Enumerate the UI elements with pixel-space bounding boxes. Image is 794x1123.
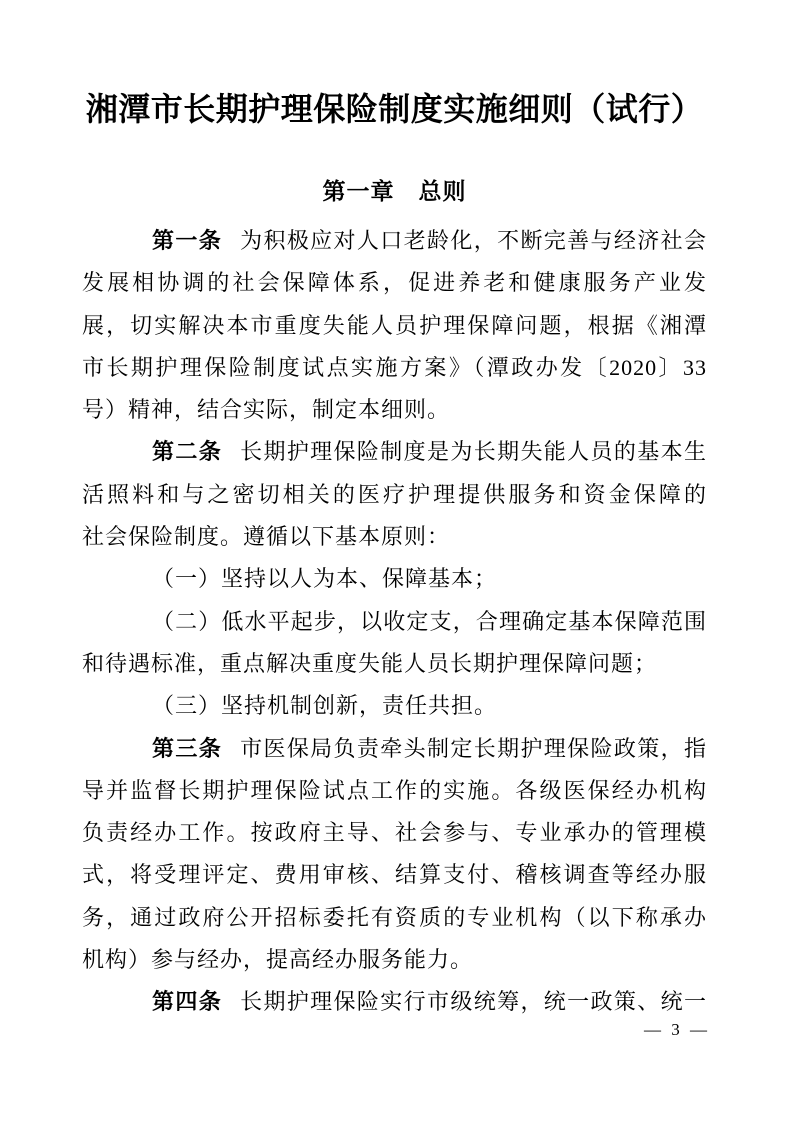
line-text: 为积极应对人口老龄化，不断完善与经济社会 [240, 228, 707, 253]
line-text: 负责经办工作。按政府主导、社会参与、专业承办的管理模 [82, 820, 707, 846]
chapter-heading: 第一章 总则 [322, 179, 467, 204]
text-line [82, 812, 707, 854]
text-line [82, 516, 707, 558]
line-text: 式，将受理评定、费用审核、结算支付、稽核调查等经办服 [82, 862, 707, 888]
text-line [82, 643, 707, 685]
line-text: （三）坚持机制创新，责任共担。 [152, 693, 498, 719]
line-text: 发展相协调的社会保障体系，促进养老和健康服务产业发 [82, 270, 707, 296]
line-text: （二）低水平起步，以收定支，合理确定基本保障范围 [152, 608, 707, 634]
text-line [82, 431, 707, 473]
text-line [82, 939, 707, 981]
line-text: 长期护理保险制度是为长期失能人员的基本生 [240, 439, 707, 465]
text-line [82, 474, 707, 516]
text-line [82, 262, 707, 304]
text-line [82, 897, 707, 939]
text-line [82, 305, 707, 347]
line-text: 活照料和与之密切相关的医疗护理提供服务和资金保障的 [82, 481, 707, 507]
text-line [82, 854, 707, 896]
line-text: 长期护理保险实行市级统筹，统一政策、统一 [240, 989, 707, 1015]
article-number: 第二条 [152, 439, 223, 465]
line-text: 机构）参与经办，提高经办服务能力。 [82, 947, 474, 973]
line-text: 市医保局负责牵头制定长期护理保险政策，指 [240, 735, 707, 761]
article-number: 第四条 [152, 989, 223, 1015]
line-text: 号）精神，结合实际，制定本细则。 [82, 397, 451, 423]
text-line [82, 601, 707, 643]
line-text: 社会保险制度。遵循以下基本原则： [82, 524, 451, 550]
line-text: 和待遇标准，重点解决重度失能人员长期护理保障问题； [82, 650, 658, 676]
article-number: 第一条 [152, 228, 223, 253]
line-text: （一）坚持以人为本、保障基本； [152, 566, 498, 592]
text-line [82, 728, 707, 770]
text-line [82, 685, 707, 727]
text-line [82, 770, 707, 812]
text-line [82, 981, 707, 1023]
article-number: 第三条 [152, 735, 223, 761]
page-number: — 3 — [644, 1020, 710, 1039]
line-text: 务，通过政府公开招标委托有资质的专业机构（以下称承办 [82, 904, 707, 930]
document-body [82, 220, 707, 1024]
page-content [82, 0, 707, 1024]
line-text: 展，切实解决本市重度失能人员护理保障问题，根据《湘潭 [82, 312, 707, 338]
text-line [82, 389, 707, 431]
text-line [82, 220, 707, 262]
line-text: 市长期护理保险制度试点实施方案》（潭政办发〔2020〕33 [82, 354, 707, 380]
text-line [82, 347, 707, 389]
line-text: 导并监督长期护理保险试点工作的实施。各级医保经办机构 [82, 777, 707, 803]
document-title: 湘潭市长期护理保险制度实施细则（试行） [85, 91, 704, 127]
text-line [82, 558, 707, 600]
